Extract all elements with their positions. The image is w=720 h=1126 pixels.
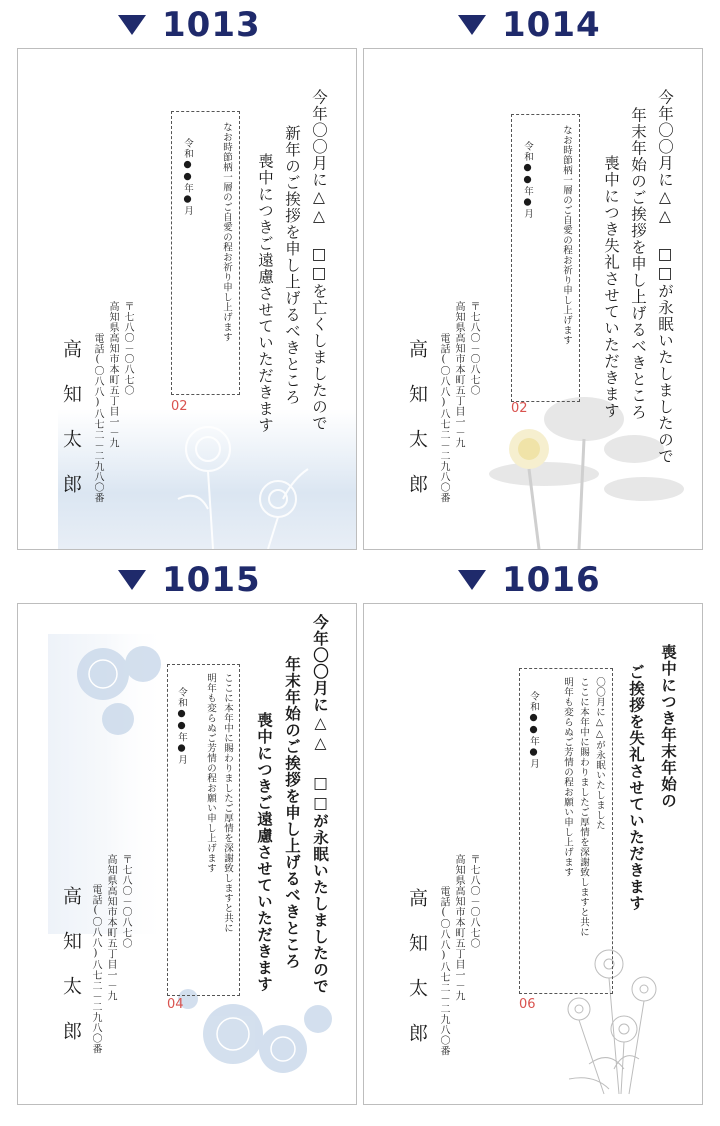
address: 高知県高知市本町五丁目一－九 (453, 301, 464, 448)
header-1016 (458, 557, 601, 603)
message-line: ご挨拶を失礼させていただきます (627, 664, 646, 912)
message-line: 今年〇〇月に△△ □□を亡くしましたので (310, 89, 328, 432)
postal-code: 〒七八〇－〇八七〇 (468, 301, 479, 396)
box-line: なお時節柄一層のご自愛の程お祈り申し上げます (221, 122, 232, 342)
address: 高知県高知市本町五丁目一－九 (105, 854, 116, 1001)
message-line: 今年〇〇月に△△ □□が永眠いたしましたので (311, 614, 330, 995)
message-box (519, 668, 613, 994)
box-line: 明年も変らぬご芳情の程お願い申し上げます (562, 677, 573, 877)
box-line: 〇〇月に△△が永眠いたしました (594, 677, 605, 830)
postal-code: 〒七八〇－〇八七〇 (120, 854, 131, 949)
message-line: 年末年始のご挨拶を申し上げるべきところ (283, 656, 302, 970)
box-line: ここに本年中に賜わりましたご厚情を深謝致しますと共に (222, 673, 233, 933)
template-number: 02 (511, 401, 528, 416)
date: 令和●●年●月 (182, 138, 193, 216)
message-line: 喪中につき年末年始の (659, 644, 678, 809)
sender-name: 高知太郎 (406, 888, 428, 1068)
phone: 電話(〇八八)八七二－二九八〇番 (90, 884, 101, 1054)
phone: 電話(〇八八)八七二－二九八〇番 (92, 333, 103, 503)
phone: 電話(〇八八)八七二－二九八〇番 (438, 886, 449, 1056)
card-1014[interactable] (363, 48, 703, 550)
postal-code: 〒七八〇－〇八七〇 (468, 854, 479, 949)
sender-name: 高知太郎 (60, 886, 82, 1066)
phone: 電話(〇八八)八七二－二九八〇番 (438, 333, 449, 503)
box-line: 明年も変らぬご芳情の程お願い申し上げます (205, 673, 216, 873)
triangle-down-icon (458, 15, 486, 35)
triangle-down-icon (118, 570, 146, 590)
message-box (171, 111, 240, 395)
message-line: 喪中につきご遠慮させていただきます (255, 712, 274, 993)
message-line: 今年〇〇月に△△ □□が永眠いたしましたので (656, 89, 674, 465)
box-line: なお時節柄一層のご自愛の程お祈り申し上げます (561, 125, 572, 345)
header-1015 (118, 557, 261, 603)
card-1016[interactable] (363, 603, 703, 1105)
date: 令和●●年●月 (522, 141, 533, 219)
product-code: 1014 (502, 5, 601, 45)
product-code: 1013 (162, 5, 261, 45)
message-line: 新年のご挨拶を申し上げるべきところ (283, 125, 301, 406)
message-line: 年末年始のご挨拶を申し上げるべきところ (629, 107, 647, 421)
product-code: 1015 (162, 560, 261, 600)
header-1013 (118, 2, 261, 48)
message-box (167, 664, 240, 996)
sender-name: 高知太郎 (60, 339, 82, 519)
message-line: 喪中につき失礼させていただきます (602, 155, 620, 419)
triangle-down-icon (118, 15, 146, 35)
address: 高知県高知市本町五丁目一－九 (453, 854, 464, 1001)
date: 令和●●年●月 (528, 691, 539, 769)
postal-code: 〒七八〇－〇八七〇 (122, 301, 133, 396)
template-number: 06 (519, 997, 536, 1012)
message-line: 喪中につきご遠慮させていただきます (256, 153, 274, 434)
box-line: ここに本年中に賜わりましたご厚情を深謝致しますと共に (578, 677, 589, 937)
template-number: 02 (171, 399, 188, 414)
address: 高知県高知市本町五丁目一－九 (107, 301, 118, 448)
template-number: 04 (167, 997, 184, 1012)
card-1015[interactable] (17, 603, 357, 1105)
header-1014 (458, 2, 601, 48)
date: 令和●●年●月 (176, 687, 187, 765)
card-1013[interactable] (17, 48, 357, 550)
triangle-down-icon (458, 570, 486, 590)
message-box (511, 114, 580, 402)
sender-name: 高知太郎 (406, 339, 428, 519)
product-code: 1016 (502, 560, 601, 600)
